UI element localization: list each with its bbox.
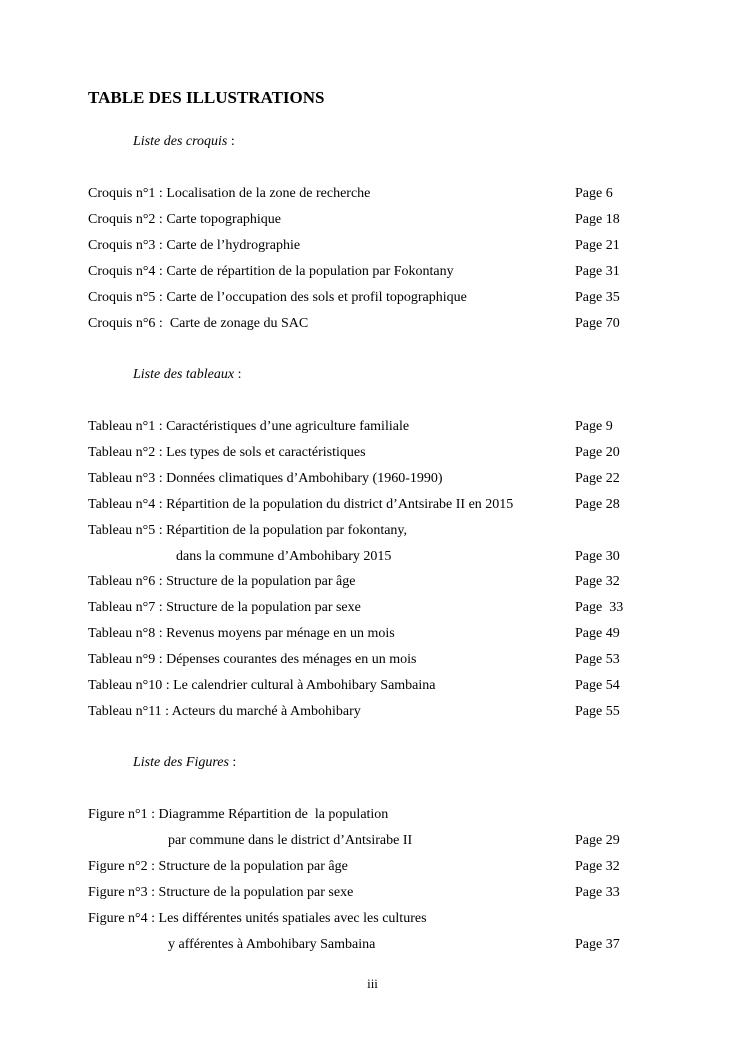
item-label: Tableau n°9 : Dépenses courantes des ménages en un mois (88, 652, 417, 667)
item-page: Page 31 (575, 264, 620, 279)
list-item (88, 288, 648, 308)
item-label: Tableau n°4 : Répartition de la population du district d’Antsirabe II en 2015 (88, 497, 514, 512)
item-page: Page 49 (575, 626, 620, 641)
page-title: TABLE DES ILLUSTRATIONS (88, 88, 325, 107)
item-label: Croquis n°3 : Carte de l’hydrographie (88, 238, 301, 253)
item-label: Tableau n°7 : Structure de la population par sexe (88, 600, 361, 615)
item-page: Page 33 (575, 885, 620, 900)
list-item (88, 495, 648, 515)
item-label: Tableau n°5 : Répartition de la population par fokontany, (88, 523, 408, 538)
item-page: Page 35 (575, 290, 620, 305)
section-heading-tableaux (133, 367, 242, 383)
item-page: Page 21 (575, 238, 620, 253)
item-page: Page 6 (575, 186, 613, 201)
section-heading-colon: : (228, 755, 237, 770)
list-item (88, 443, 648, 463)
item-label: Tableau n°3 : Données climatiques d’Ambohibary (1960-1990) (88, 471, 443, 486)
item-label: Tableau n°2 : Les types de sols et caractéristiques (88, 445, 366, 460)
list-item-continuation (88, 547, 648, 567)
item-label: par commune dans le district d’Antsirabe II (168, 833, 413, 848)
item-label: Tableau n°8 : Revenus moyens par ménage en un mois (88, 626, 395, 641)
item-label: dans la commune d’Ambohibary 2015 (176, 549, 392, 564)
item-label: Croquis n°1 : Localisation de la zone de recherche (88, 186, 371, 201)
list-item (88, 805, 648, 825)
list-item (88, 624, 648, 644)
item-label: Figure n°1 : Diagramme Répartition de la population (88, 807, 389, 822)
list-item (88, 210, 648, 230)
item-page: Page 22 (575, 471, 620, 486)
item-label: Croquis n°5 : Carte de l’occupation des sols et profil topographique (88, 290, 467, 305)
list-item (88, 572, 648, 592)
list-item (88, 314, 648, 334)
item-page: Page 32 (575, 859, 620, 874)
list-item (88, 883, 648, 903)
list-item-continuation (88, 831, 648, 851)
list-item (88, 650, 648, 670)
item-label: Croquis n°2 : Carte topographique (88, 212, 282, 227)
item-page: Page 53 (575, 652, 620, 667)
list-item (88, 236, 648, 256)
item-page: Page 18 (575, 212, 620, 227)
section-heading-text: Liste des Figures (133, 755, 229, 770)
section-heading-colon: : (227, 134, 235, 149)
list-item (88, 676, 648, 696)
item-label: Figure n°3 : Structure de la population par sexe (88, 885, 354, 900)
item-page: Page 54 (575, 678, 620, 693)
item-label: Croquis n°6 : Carte de zonage du SAC (88, 316, 309, 331)
list-item (88, 702, 648, 722)
section-heading-text: Liste des tableaux (133, 367, 235, 382)
item-label: Tableau n°1 : Caractéristiques d’une agriculture familiale (88, 419, 410, 434)
section-heading-figures (133, 755, 236, 771)
item-page: Page 32 (575, 574, 620, 589)
item-page: Page 37 (575, 937, 620, 952)
list-item (88, 417, 648, 437)
page-number: iii (367, 976, 378, 991)
list-item (88, 184, 648, 204)
item-page: Page 70 (575, 316, 620, 331)
list-item (88, 909, 648, 929)
list-item (88, 262, 648, 282)
list-item (88, 598, 648, 618)
item-page: Page 33 (575, 600, 624, 615)
item-page: Page 9 (575, 419, 613, 434)
item-page: Page 29 (575, 833, 620, 848)
item-label: Tableau n°6 : Structure de la population par âge (88, 574, 356, 589)
list-item (88, 857, 648, 877)
list-item-continuation (88, 935, 648, 955)
item-label: y afférentes à Ambohibary Sambaina (168, 937, 376, 952)
item-page: Page 55 (575, 704, 620, 719)
section-heading-croquis (133, 134, 235, 150)
item-page: Page 30 (575, 549, 620, 564)
item-page: Page 20 (575, 445, 620, 460)
item-label: Figure n°2 : Structure de la population par âge (88, 859, 348, 874)
list-item (88, 469, 648, 489)
item-page: Page 28 (575, 497, 620, 512)
section-heading-text: Liste des croquis (133, 134, 228, 149)
item-label: Figure n°4 : Les différentes unités spatiales avec les cultures (88, 911, 427, 926)
section-heading-colon: : (234, 367, 242, 382)
item-label: Tableau n°10 : Le calendrier cultural à Ambohibary Sambaina (88, 678, 436, 693)
item-label: Tableau n°11 : Acteurs du marché à Ambohibary (88, 704, 361, 719)
list-item (88, 521, 648, 541)
item-label: Croquis n°4 : Carte de répartition de la population par Fokontany (88, 264, 454, 279)
